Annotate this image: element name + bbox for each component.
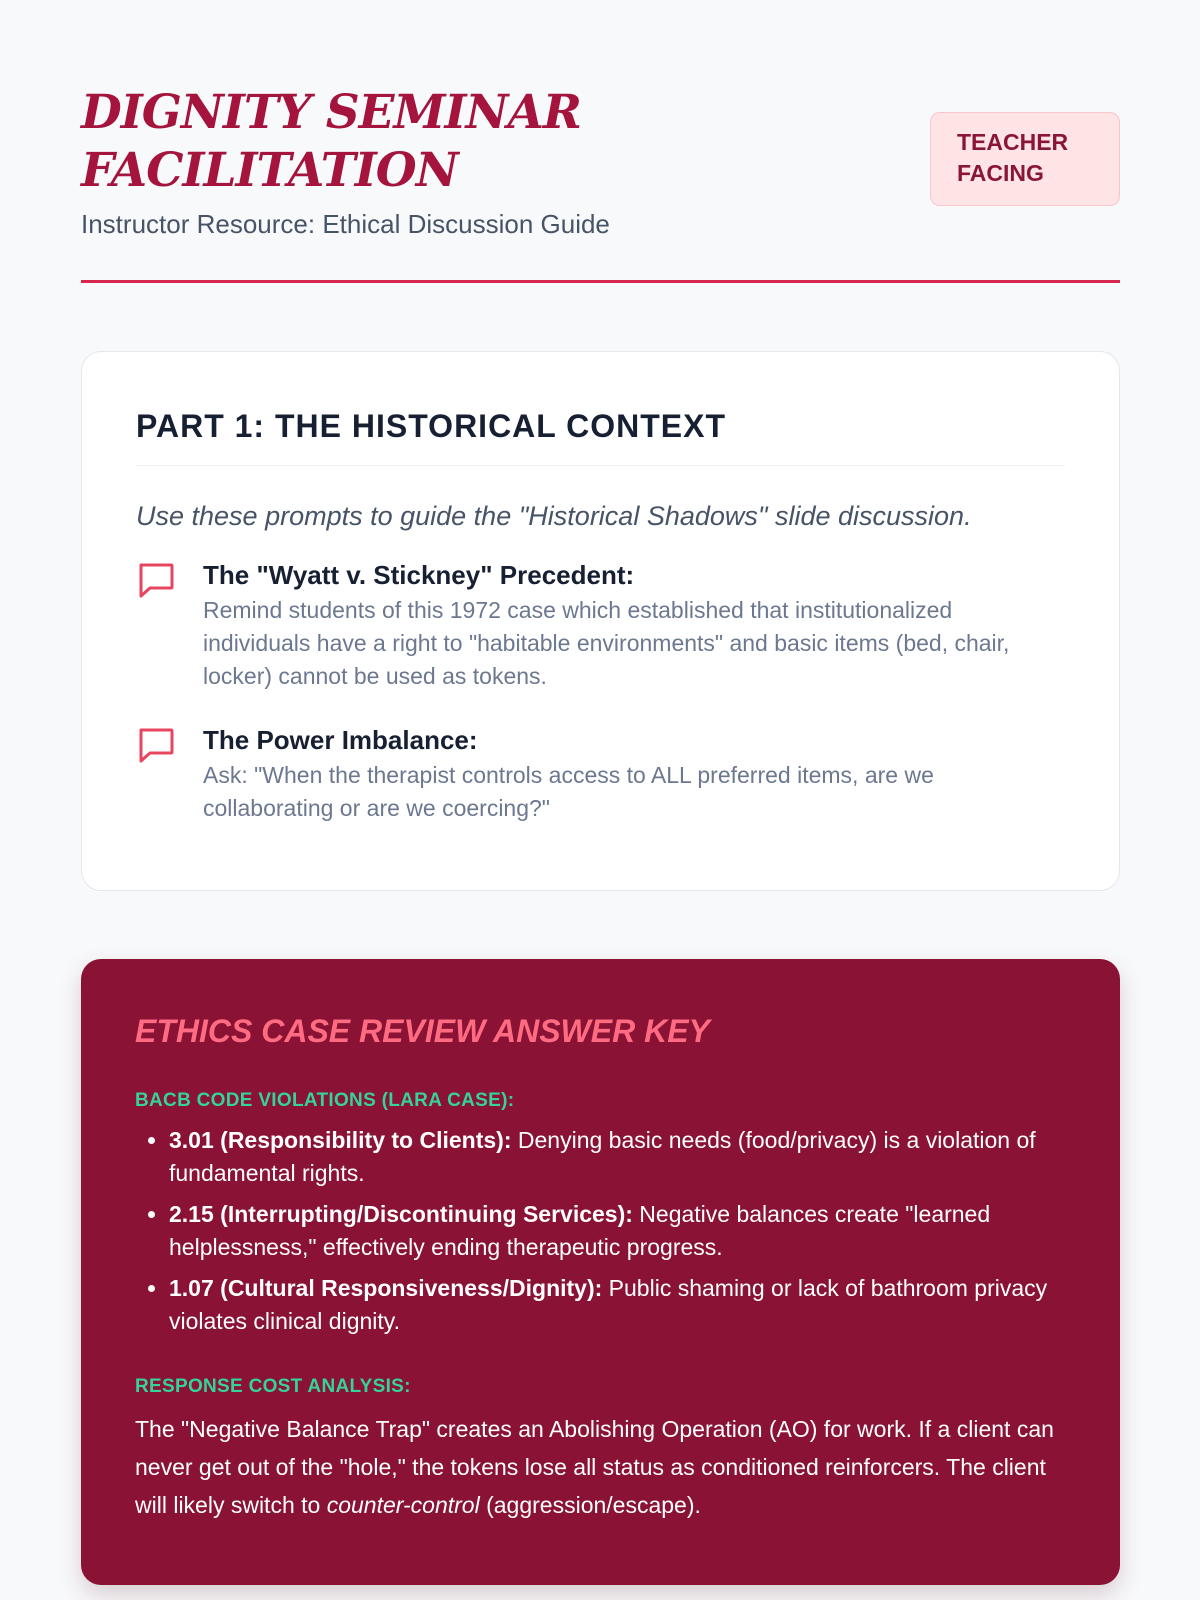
analysis-paragraph <box>135 1410 1066 1524</box>
discussion-prompt <box>136 723 1065 825</box>
violation-text: Denying basic needs (food/privacy) is a violation of fundamental rights. <box>169 1127 1036 1186</box>
violation-item <box>169 1272 1066 1338</box>
prompt-text: Ask: "When the therapist controls access to ALL preferred items, are we collaborating or are we coercing?" <box>203 762 934 821</box>
prompt-text: Remind students of this 1972 case which established that institutionalized individuals have a right to "habitable environments" and basic items (bed, chair, locker) cannot be used as tokens. <box>203 597 1010 689</box>
analysis-text: The "Negative Balance Trap" creates an Abolishing Operation (AO) for work. If a client can never get out of the "hole," the tokens lose all status as conditioned reinforcers. The client will likely switch to <box>135 1416 1054 1518</box>
violations-label: BACB CODE VIOLATIONS (LARA CASE): <box>135 1090 515 1111</box>
speech-bubble-icon <box>136 726 176 766</box>
violation-item <box>169 1124 1066 1190</box>
analysis-emphasis: counter-control <box>326 1492 480 1518</box>
violation-text: Public shaming or lack of bathroom privacy violates clinical dignity. <box>169 1275 1048 1334</box>
prompt-heading: The "Wyatt v. Stickney" Precedent: <box>203 560 635 590</box>
section-intro: Use these prompts to guide the "Historical Shadows" slide discussion. <box>136 501 972 531</box>
page-header <box>81 84 1120 284</box>
answer-key-card <box>81 959 1120 1585</box>
prompt-heading: The Power Imbalance: <box>203 725 478 755</box>
speech-bubble-icon <box>136 561 176 601</box>
violation-item <box>169 1198 1066 1264</box>
header-divider <box>81 280 1120 283</box>
violations-list <box>135 1124 1066 1338</box>
analysis-label: RESPONSE COST ANALYSIS: <box>135 1376 411 1397</box>
page-subtitle: Instructor Resource: Ethical Discussion Guide <box>81 209 610 239</box>
answer-key-title: ETHICS CASE REVIEW ANSWER KEY <box>135 1013 710 1049</box>
violation-code: 3.01 (Responsibility to Clients): <box>169 1127 512 1153</box>
analysis-text-end: (aggression/escape). <box>479 1492 701 1518</box>
discussion-prompt <box>136 558 1065 693</box>
violation-code: 1.07 (Cultural Responsiveness/Dignity): <box>169 1275 603 1301</box>
violation-code: 2.15 (Interrupting/Discontinuing Services): <box>169 1201 633 1227</box>
section-title: PART 1: THE HISTORICAL CONTEXT <box>136 408 1065 466</box>
page-title: DIGNITY SEMINAR FACILITATION <box>81 85 581 198</box>
violation-text: Negative balances create "learned helplessness," effectively ending therapeutic progress. <box>169 1201 991 1260</box>
historical-context-card <box>81 351 1120 891</box>
teacher-facing-badge: TEACHER FACING <box>930 112 1120 206</box>
